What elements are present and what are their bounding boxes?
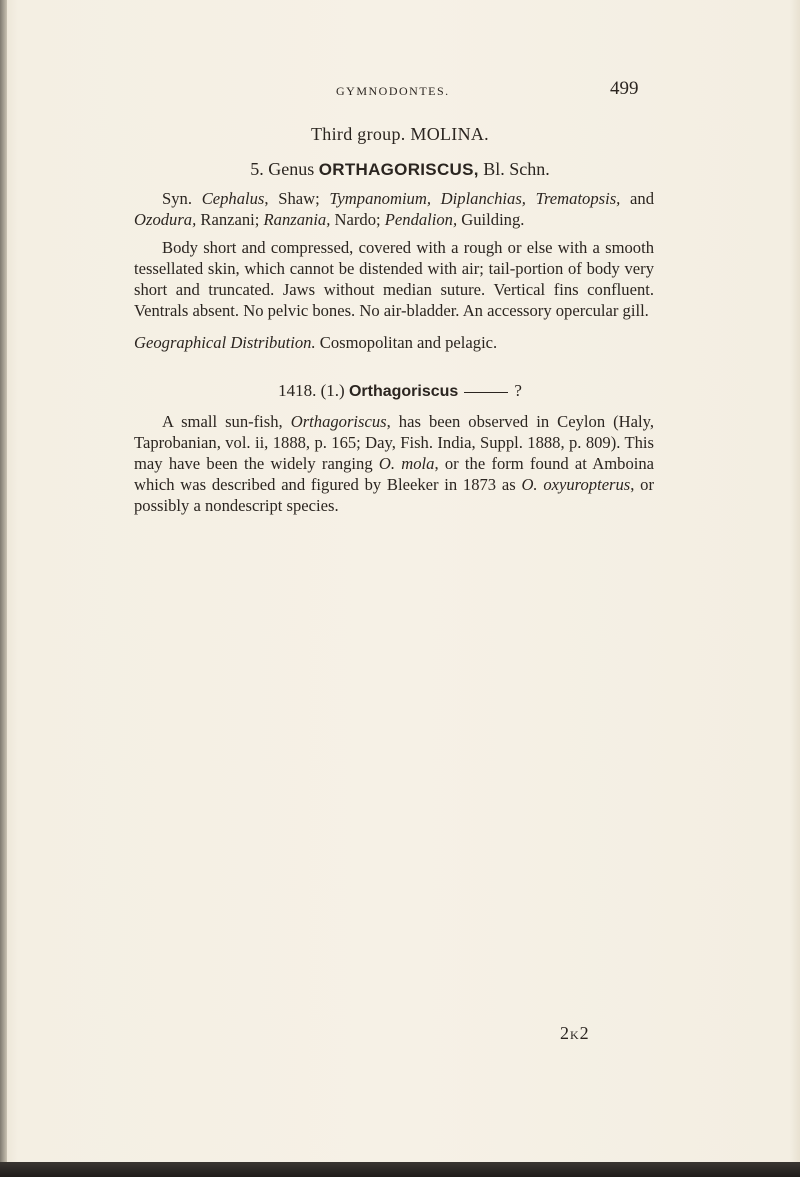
- distribution-label: Geographical Distribution.: [134, 333, 316, 352]
- synonymy-segment: Nardo;: [330, 210, 385, 229]
- species-index: (1.): [320, 381, 345, 400]
- genus-heading: [0, 159, 800, 180]
- species-text-segment: , has been observed in Ceylon (Haly, Taprobanian, vol. ii, 1888, p. 165; Day, Fish. India, Suppl. 1888, p. 809). This may have been the widely ranging: [134, 412, 654, 473]
- species-heading: [0, 381, 800, 401]
- synonymy-text: [134, 189, 654, 229]
- species-text-segment: O. mola: [378, 454, 435, 473]
- signature-mark: [560, 1023, 590, 1044]
- genus-name: ORTHAGORISCUS,: [318, 160, 479, 179]
- page-header: [0, 78, 800, 108]
- species-name: Orthagoriscus: [348, 383, 459, 400]
- species-dash: [464, 392, 508, 393]
- description-paragraph: Body short and compressed, covered with a rough or else with a smooth tessellated skin, which cannot be distended with air; tail-portion of body very short and truncated. Jaws without median suture. Vertical fins confluent. Ventrals absent. No pelvic bones. No air-bladder. An accessory opercular gill.: [134, 238, 654, 320]
- species-paragraph: [134, 411, 654, 516]
- synonymy-segment: Pendalion,: [384, 210, 458, 229]
- species-text-segment: A small sun-fish,: [162, 412, 291, 431]
- species-text-segment: Orthagoriscus: [290, 412, 387, 431]
- signature-small: K: [570, 1028, 580, 1042]
- distribution-paragraph: [134, 332, 654, 353]
- synonymy-label: Syn.: [162, 189, 192, 208]
- synonymy-paragraph: [134, 188, 654, 230]
- synonymy-segment: and: [620, 189, 654, 208]
- synonymy-segment: Ranzani;: [196, 210, 264, 229]
- signature-post: 2: [579, 1023, 590, 1043]
- genus-authority: Bl. Schn.: [483, 159, 550, 179]
- synonymy-segment: Ranzania,: [263, 210, 331, 229]
- species-number: 1418.: [278, 381, 317, 400]
- signature-pre: 2: [560, 1023, 570, 1043]
- page-bottom-edge: [0, 1162, 800, 1177]
- group-heading: Third group. MOLINA.: [311, 124, 489, 144]
- species-text-segment: , or possibly a nondescript species.: [134, 475, 655, 515]
- species-text-segment: , or the form found at Amboina which was described and figured by Bleeker in 1873 as: [134, 454, 655, 494]
- synonymy-segment: Tympanomium, Diplanchias, Trematopsis,: [329, 189, 621, 208]
- page-number: 499: [610, 78, 639, 99]
- genus-prefix: 5. Genus: [250, 159, 315, 179]
- synonymy-segment: Guilding.: [457, 210, 525, 229]
- species-suffix: ?: [514, 381, 522, 400]
- synonymy-segment: Ozodura,: [134, 210, 197, 229]
- distribution-text: Cosmopolitan and pelagic.: [319, 333, 498, 352]
- synonymy-segment: Cephalus: [201, 189, 265, 208]
- running-head: GYMNODONTES.: [336, 84, 450, 98]
- synonymy-segment: , Shaw;: [264, 189, 330, 208]
- species-text-segment: O. oxyuropterus: [521, 475, 631, 494]
